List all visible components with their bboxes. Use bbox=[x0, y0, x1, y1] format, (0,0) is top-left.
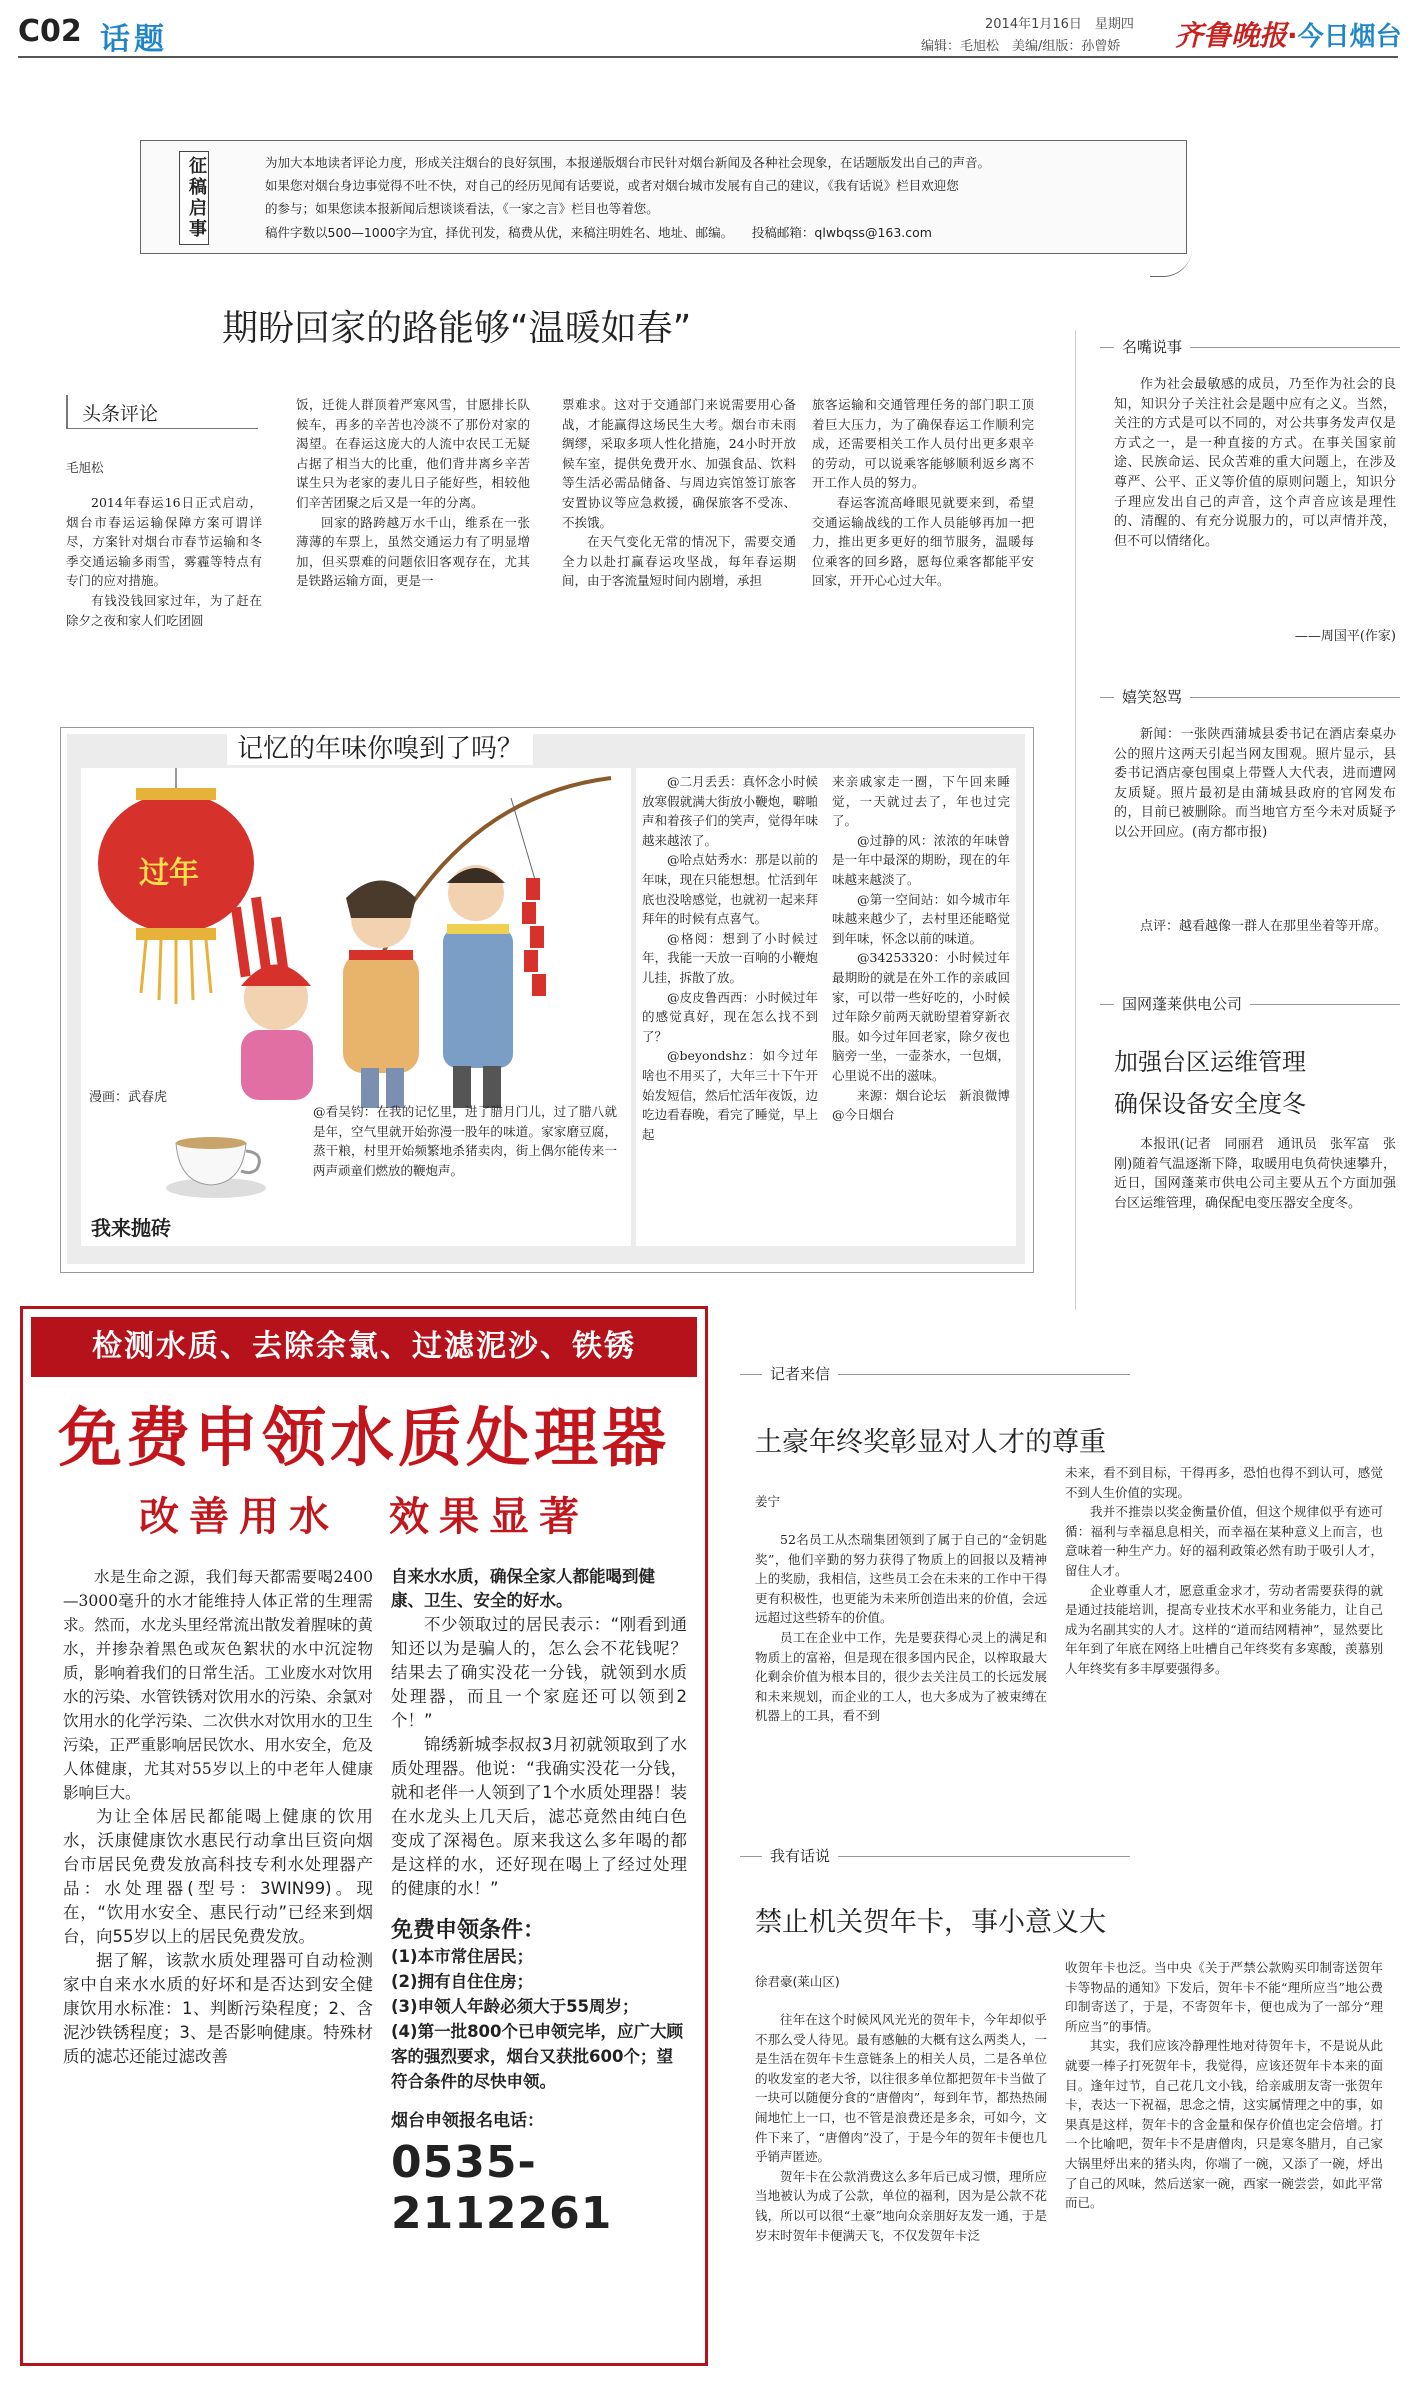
ad-right-col bbox=[391, 1565, 687, 2355]
reader-paragraph: 我并不推崇以奖金衡量价值，但这个规律似乎有迹可循：福利与幸福息息相关，而幸福在某种意义上而言，也意味着一种生产力。好的福利政策必然有助于吸引人才，留住人才。 bbox=[1065, 1504, 1383, 1578]
lead-col-1-p: 2014年春运16日正式启动，烟台市春运运输保障方案可谓详尽，方案针对烟台市春节运输和冬季交通运输多雨雪，雾霾等特点有专门的应对措施。 bbox=[66, 495, 262, 589]
reader-paragraph: 52名员工从杰瑞集团领到了属于自己的“金钥匙奖”，他们辛勤的努力获得了物质上的回报以及精神上的奖励，我相信，这些员工会在未来的工作中干得更有积极性，也更能为未来所创造出来的价值，会远远超过这些轿车的价值。 bbox=[755, 1532, 1047, 1626]
xixiao-comment bbox=[1114, 917, 1396, 967]
mingzui-body bbox=[1114, 375, 1396, 621]
opinion-col-1 bbox=[755, 2010, 1047, 2352]
opinion-paragraph: 收贺年卡也泛。当中央《关于严禁公款购买印制寄送贺年卡等物品的通知》下发后，贺年卡不能“理所应当”地公费印制寄送了，于是，不寄贺年卡，便也成为了一部分“理所应当”的事情。 bbox=[1065, 1960, 1383, 2034]
ad-paragraph: 为让全体居民都能喝上健康的饮用水，沃康健康饮水惠民行动拿出巨资向烟台市居民免费发放高科技专利水处理器产品：水处理器(型号：3WIN99)。现在，“饮用水安全、惠民行动”已经来到烟台，向55岁以上的居民免费发放。 bbox=[63, 1807, 373, 1946]
xixiao-paragraph: 新闻：一张陕西蒲城县委书记在酒店秦桌办公的照片这两天引起当网友围观。照片显示，县委书记酒店豪包围桌上带暨人大代表，进而遭网友质疑。照片最初是由蒲城县政府的官网发布的，目前已被删除。而当地官方至今未对质疑予以公开回应。(南方都市报) bbox=[1114, 727, 1396, 840]
ad-big-title: 免费申领水质处理器 bbox=[58, 1402, 670, 1476]
opinion-article bbox=[740, 1842, 1400, 2360]
paper-curl bbox=[1150, 248, 1192, 277]
ad-phone-number[interactable]: 0535-2112261 bbox=[391, 2137, 613, 2239]
lantern-label: 过年 bbox=[139, 856, 199, 891]
section-name: 话题 bbox=[100, 22, 168, 57]
right-column-divider bbox=[1075, 330, 1076, 1310]
comments-panel bbox=[636, 768, 1016, 1246]
ad-condition: (1)本市常住居民； bbox=[391, 1947, 534, 1966]
xixiao-body bbox=[1114, 725, 1396, 915]
lead-col-4-p: 春运客流高峰眼见就要来到，希望交通运输战线的工作人员能够再加一把力，推出更多更好的细节服务，温暖每位乘客的回乡路，愿每位乘客都能平安回家，开开心心过大年。 bbox=[812, 494, 1034, 589]
reader-tag: 记者来信 bbox=[762, 1363, 838, 1384]
call-line-1: 为加大本地读者评论力度，形成关注烟台的良好氛围，本报递版烟台市民针对烟台新闻及各种社会现象，在话题版发出自己的声音。 bbox=[265, 155, 991, 170]
opinion-paragraph: 往年在这个时候风风光光的贺年卡，今年却似乎不那么受人待见。最有感触的大概有这么两类人，一是生活在贺年卡生意链条上的相关人员，二是各单位的收发室的老大爷，以往很多单位都把贺年卡当做了一块可以随便分食的“唐僧肉”，每到年节，都热热闹闹地忙上一口，也不管是浪费还是多余，可如今，文件下来了，“唐僧肉”没了，于是今年的贺年卡便也几乎销声匿迹。 bbox=[755, 2012, 1047, 2165]
lead-col-3-p: 票难求。这对于交通部门来说需要用心备战，才能赢得这场民生大考。烟台市未雨绸缪，采取多项人性化措施，24小时开放候车室，提供免费开水、加强食品、饮料等生活必需品储备、与周边宾馆签订旅客安置协议等应急救援，确保旅客不受冻、不挨饿。 bbox=[562, 397, 796, 530]
call-line-3: 的参与；如果您读本报新闻后想谈谈看法，《一家之言》栏目也等着您。 bbox=[265, 201, 659, 216]
memory-title: 记忆的年味你嗅到了吗？ bbox=[227, 728, 533, 765]
page-header bbox=[0, 0, 1417, 60]
reader-paragraph: 员工在企业中工作，先是要获得心灵上的满足和物质上的富裕，但是现在很多国内民企，以榨取最大化剩余价值为根本目的，很少去关注员工的长远发展和未来规划，而企业的工人，也大多成为了被束缚在机器上的工具，看不到 bbox=[755, 1629, 1047, 1724]
lead-col-3 bbox=[562, 395, 796, 685]
memory-comment: @格阅：想到了小时候过年，我能一天放一百响的小鞭炮儿挂，拆散了放。 bbox=[642, 930, 818, 985]
reader-letter bbox=[740, 1360, 1400, 1780]
ad-paragraph: 不少领取过的居民表示：“刚看到通知还以为是骗人的，怎么会不花钱呢？结果去了确实没花一分钱，就领到水质处理器，而且一个家庭还可以领到2个！” bbox=[391, 1615, 687, 1730]
brand-dot: · bbox=[1287, 19, 1298, 52]
memory-comment: @看吴钧：在我的记忆里，进了腊月门儿，过了腊八就是年，空气里就开始弥漫一股年的味道。家家磨豆腐，蒸干粮，村里开始频繁地杀猪卖肉，街上偶尔能传来一两声顽童们燃放的鞭炮声。 bbox=[313, 1104, 617, 1178]
lead-col-1-p: 有钱没钱回家过年，为了赶在除夕之夜和家人们吃团圆 bbox=[66, 592, 262, 628]
reader-paragraph: 未来，看不到目标，干得再多，恐怕也得不到认可，感觉不到人生价值的实现。 bbox=[1065, 1465, 1383, 1500]
reader-author: 姜宁 bbox=[755, 1494, 781, 1509]
opinion-col-2 bbox=[1065, 1958, 1383, 2354]
ad-subtitle: 改善用水 效果显著 bbox=[139, 1494, 589, 1540]
ad-conditions-title: 免费申领条件： bbox=[391, 1918, 546, 1943]
xixiao-box bbox=[1100, 683, 1400, 973]
header-rule bbox=[18, 56, 1398, 58]
memory-col-1 bbox=[313, 1102, 617, 1242]
grid-title-2: 确保设备安全度冬 bbox=[1114, 1090, 1306, 1118]
ad-banner-text: 检测水质、去除余氯、过滤泥沙、铁锈 bbox=[92, 1329, 636, 1364]
illustration-panel bbox=[81, 768, 631, 1246]
new-year-cartoon bbox=[81, 768, 631, 1108]
lead-col-4-p: 旅客运输和交通管理任务的部门职工顶着巨大压力，为了确保春运工作顺利完成，还需要相关工作人员付出更多艰辛的劳动，可以说乘客能够顺利返乡离不开工作人员的努力。 bbox=[812, 397, 1034, 491]
ad-paragraph: 锦绣新城李叔叔3月初就领取到了水质处理器。他说：“我确实没花一分钱，就和老伴一人领到了1个水质处理器！装在水龙头上几天后，滤芯竟然由纯白色变成了深褐色。原来我这么多年喝的都是这样的水，还好现在喝上了经过处理的健康的水！” bbox=[391, 1735, 687, 1898]
grid-title-1: 加强台区运维管理 bbox=[1114, 1048, 1306, 1076]
ad-paragraph: 水是生命之源，我们每天都需要喝2400—3000毫升的水才能维持人体正常的生理需求。然而，水龙头里经常流出散发着腥味的黄水，并掺杂着黑色或灰色絮状的水中沉淀物质，影响着我们的日常生活。工业废水对饮用水的污染、水管铁锈对饮用水的污染、余氯对饮用水的化学污染、二次供水对饮用水的卫生污染，正严重影响居民饮水、用水安全，危及人体健康，尤其对55岁以上的中老年人健康影响巨大。 bbox=[63, 1568, 373, 1802]
memory-comment: @皮皮鲁西西：小时候过年的感觉真好，现在怎么找不到了？ bbox=[642, 989, 818, 1044]
opinion-title: 禁止机关贺年卡，事小意义大 bbox=[755, 1907, 1106, 1938]
ad-paragraph: 自来水水质，确保全家人都能喝到健康、卫生、安全的好水。 bbox=[391, 1567, 655, 1610]
xixiao-tag: 嬉笑怒骂 bbox=[1114, 686, 1190, 707]
call-for-submissions bbox=[140, 140, 1187, 254]
ad-left-col bbox=[63, 1565, 373, 2355]
brand-jinri: 今日烟台 bbox=[1297, 22, 1402, 52]
lead-col-1 bbox=[66, 493, 262, 683]
mingzui-sign: ——周国平(作家) bbox=[1294, 629, 1396, 644]
call-line-4: 稿件字数以500—1000字为宜，择优刊发，稿费从优，来稿注明姓名、地址、邮编。 投稿邮箱：qlwbqss@163.com bbox=[265, 225, 932, 240]
lead-col-3-p: 在天气变化无常的情况下，需要交通全力以赴打赢春运攻坚战，每年春运期间，由于客流量短时间内剧增，承担 bbox=[562, 534, 796, 589]
reader-title: 土豪年终奖彰显对人才的尊重 bbox=[755, 1427, 1106, 1458]
ad-banner bbox=[31, 1317, 697, 1377]
opinion-tag: 我有话说 bbox=[762, 1845, 838, 1866]
page-code: C02 bbox=[18, 14, 82, 49]
brick-label: 我来抛砖 bbox=[91, 1216, 171, 1240]
memory-section bbox=[60, 727, 1034, 1273]
grid-body bbox=[1114, 1135, 1396, 1245]
xixiao-comment-text: 点评：越看越像一群人在那里坐着等开席。 bbox=[1140, 919, 1388, 934]
lead-author: 毛旭松 bbox=[66, 460, 104, 475]
lead-tag-text: 头条评论 bbox=[82, 403, 159, 425]
mingzui-paragraph: 作为社会最敏感的成员，乃至作为社会的良知，知识分子关注社会是题中应有之义。当然，关注的方式是可以不同的，对公共事务发声仅是方式之一，是一种直接的方式。在事关国家前途、民族命运、民众苦难的重大问题上，在涉及尊严、公平、正义等价值的原则问题上，知识分子理应发出自己的声音，这个声音应该是理性的、清醒的、有充分说服力的，可以声情并茂，但不可以情绪化。 bbox=[1114, 377, 1396, 549]
memory-comment: @过静的风：浓浓的年味曾是一年中最深的期盼，现在的年味越来越淡了。 bbox=[832, 832, 1010, 887]
issue-date: 2014年1月16日 星期四 bbox=[985, 17, 1134, 32]
reader-col-1 bbox=[755, 1530, 1047, 1776]
ad-paragraph: 据了解，该款水质处理器可自动检测家中自来水水质的好坏和是否达到安全健康饮用水标准：1、判断污染程度；2、含泥沙铁锈程度；3、是否影响健康。特殊材质的滤芯还能过滤改善 bbox=[63, 1951, 373, 2066]
memory-comment: @第一空间站：如今城市年味越来越少了，去村里还能略觉到年味，怀念以前的味道。 bbox=[832, 891, 1010, 946]
water-purifier-ad bbox=[20, 1306, 708, 2366]
lead-col-2 bbox=[296, 395, 530, 685]
opinion-author: 徐君豪(莱山区) bbox=[755, 1974, 840, 1989]
lead-col-2-p: 饭，迁徙人群顶着严寒风雪，甘愿排长队候车，再多的辛苦也冷淡不了那份对家的渴望。在春运这庞大的人流中农民工无疑占据了相当大的比重，他们背井离乡辛苦谋生只为老家的妻儿日子能好些，相较他们辛苦团聚之后又是一年的分离。 bbox=[296, 397, 530, 510]
opinion-paragraph: 其实，我们应该冷静理性地对待贺年卡，不是说从此就要一棒子打死贺年卡，我觉得，应该还贺年卡本来的面目。逢年过节，自己花几文小钱，给亲戚朋友寄一张贺年卡，表达一下祝福，思念之情，这实属情理之中的事，如果真是这样，贺年卡的含金量和保存价值也定会倍增。打一个比喻吧，贺年卡不是唐僧肉，只是寒冬腊月，自己家大锅里烀出来的猪头肉，你端了一碗，又添了一碗，烀出了自己的风味，然后送家一碗，西家一碗尝尝，如此平常而已。 bbox=[1065, 2038, 1383, 2211]
grid-paragraph: 本报讯(记者 同丽君 通讯员 张军富 张刚)随着气温逐渐下降，取暖用电负荷快速攀升，近日，国网蓬莱市供电公司主要从五个方面加强台区运维管理，确保配电变压器安全度冬。 bbox=[1114, 1137, 1396, 1211]
mingzui-tag: 名嘴说事 bbox=[1114, 336, 1190, 357]
lead-tag-rule bbox=[68, 428, 258, 429]
memory-comment: @二月丢丢：真怀念小时候放寒假就满大街放小鞭炮，噼啪声和着孩子们的笑声，觉得年味越来越浓了。 bbox=[642, 774, 818, 848]
illustrator-credit: 漫画：武春虎 bbox=[89, 1090, 168, 1105]
ad-phone-label: 烟台申领报名电话： bbox=[391, 2111, 544, 2131]
reader-col-2 bbox=[1065, 1463, 1383, 1775]
lead-col-2-p: 回家的路跨越万水千山，维系在一张薄薄的车票上，虽然交通运力有了明显增加，但买票难的问题依旧客观存在，尤其是铁路运输方面，更是一 bbox=[296, 514, 530, 589]
lead-title: 期盼回家的路能够“温暖如春” bbox=[222, 308, 692, 349]
opinion-paragraph: 贺年卡在公款消费这么多年后已成习惯，理所应当地被认为成了公款，单位的福利，因为是公款不花钱，所以可以很“土豪”地向众亲朋好友发一通，于是岁末时贺年卡便满天飞，不仅发贺年卡泛 bbox=[755, 2168, 1047, 2243]
memory-comment: @哈点姑秀水：那是以前的年味，现在只能想想。忙活到年底也没啥感觉，也就初一起来拜拜年的时候有点喜气。 bbox=[642, 852, 818, 927]
memory-col-2 bbox=[642, 772, 818, 1242]
call-label-text: 征稿启事 bbox=[186, 156, 207, 240]
memory-comment: @beyondshz：如今过年啥也不用买了，大年三十下午开始发短信，然后忙活年夜饭，边吃边看春晚，看完了睡觉，早上起 bbox=[642, 1048, 818, 1142]
grid-box bbox=[1100, 990, 1400, 1310]
memory-comment: @34253320：小时候过年最期盼的就是在外工作的亲戚回家，可以带一些好吃的，小时候过年除夕前两天就盼望着穿新衣服。如今过年回老家，除夕夜也脑旁一坐，一壶茶水，一包烟，心里说不出的滋味。 bbox=[832, 950, 1010, 1083]
grid-tag: 国网蓬莱供电公司 bbox=[1114, 993, 1250, 1014]
brand-qilu: 齐鲁晚报 bbox=[1175, 19, 1288, 52]
editor-credits: 编辑：毛旭松 美编/组版：孙曾娇 bbox=[921, 39, 1121, 54]
memory-comment: 来亲戚家走一圈，下午回来睡觉，一天就过去了，年也过完了。 bbox=[832, 774, 1010, 829]
memory-col-3 bbox=[832, 772, 1010, 1242]
teacup-icon bbox=[161, 1113, 271, 1203]
memory-source: 来源：烟台论坛 新浪微博@今日烟台 bbox=[832, 1087, 1010, 1123]
lead-tag bbox=[66, 395, 258, 429]
ad-condition: (4)第一批800个已申领完毕，应广大顾客的强烈要求，烟台又获批600个；望符合条件的尽快申领。 bbox=[391, 2022, 684, 2091]
brand-logo bbox=[1175, 14, 1402, 54]
mingzui-box bbox=[1100, 333, 1400, 653]
call-line-2: 如果您对烟台身边事觉得不吐不快，对自己的经历见闻有话要说，或者对烟台城市发展有自己的建议，《我有话说》栏目欢迎您 bbox=[265, 178, 959, 193]
lead-col-4 bbox=[812, 395, 1034, 685]
call-label bbox=[179, 151, 209, 245]
ad-condition: (2)拥有自住住房； bbox=[391, 1972, 534, 1991]
reader-paragraph: 企业尊重人才，愿意重金求才，劳动者需要获得的就是通过技能培训，提高专业技术水平和业务能力，让自己成为名副其实的人才。这样的“道而结网精神”，显然要比年年到了年底在网络上吐槽自己年终奖有多寒酸，羡慕别人年终奖有多丰厚要强得多。 bbox=[1065, 1582, 1383, 1676]
ad-condition: (3)申领人年龄必须大于55周岁； bbox=[391, 1997, 639, 2016]
